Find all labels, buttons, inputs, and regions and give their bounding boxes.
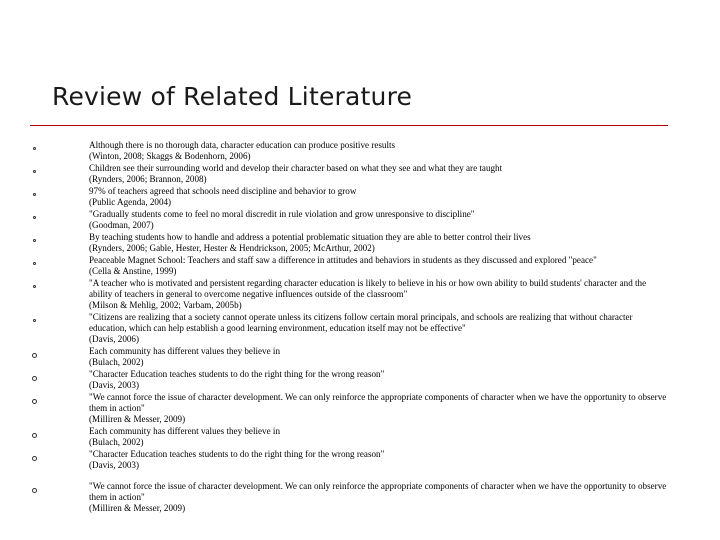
bullet-icon (32, 376, 37, 381)
bullet-icon (33, 147, 36, 150)
item-text: "Character Education teaches students to do the right thing for the wrong reason" (89, 449, 385, 459)
bullet-icon (33, 285, 36, 288)
item-citation: (Davis, 2006) (89, 334, 140, 345)
item-citation: (Davis, 2003) (89, 380, 140, 391)
item-citation: (Milliren & Messer, 2009) (89, 414, 186, 425)
item-citation: (Rynders, 2006; Brannon, 2008) (89, 174, 207, 185)
bullet-icon (33, 239, 36, 242)
bullet-icon (32, 488, 37, 493)
bullet-icon (32, 456, 37, 461)
bullet-icon (33, 170, 36, 173)
item-text: Children see their surrounding world and develop their character based on what they see and what they are taught (89, 163, 503, 173)
bullet-icon (33, 262, 36, 265)
item-text: "We cannot force the issue of character development. We can only reinforce the appropriate components of character when we have the opportunity to observe them in action" (89, 481, 667, 503)
bullet-icon (32, 353, 37, 358)
item-text: Although there is no thorough data, character education can produce positive results (89, 140, 396, 150)
item-text: Each community has different values they believe in (89, 346, 280, 356)
item-citation: (Public Agenda, 2004) (89, 197, 172, 208)
item-citation: (Milliren & Messer, 2009) (89, 503, 186, 514)
item-text: "We cannot force the issue of character development. We can only reinforce the appropriate components of character when we have the opportunity to observe them in action" (89, 392, 667, 414)
item-citation: (Milson & Mehlig, 2002; Varbam, 2005b) (89, 300, 242, 311)
item-text: "Gradually students come to feel no moral discredit in rule violation and grow unresponsive to discipline" (89, 209, 475, 219)
item-citation: (Cella & Anstine, 1999) (89, 266, 177, 277)
item-text: "A teacher who is motivated and persistent regarding character education is likely to believe in his or how own ability to build students' character and the ability of teachers in general to overcome negative influences outside of the classroom" (89, 278, 647, 300)
item-text: Each community has different values they believe in (89, 426, 280, 436)
bullet-icon (33, 216, 36, 219)
slide-title: Review of Related Literature (52, 82, 413, 111)
item-text: "Character Education teaches students to do the right thing for the wrong reason" (89, 369, 385, 379)
bullet-icon (32, 399, 37, 404)
item-text: Peaceable Magnet School: Teachers and staff saw a difference in attitudes and behaviors in students as they discussed and explored "peace" (89, 255, 597, 265)
item-text: "Citizens are realizing that a society cannot operate unless its citizens follow certain moral principals, and schools are realizing that without character education, which can help establish a good learning environment, education itself may not be effective" (89, 312, 633, 334)
item-citation: (Bulach, 2002) (89, 437, 144, 448)
item-citation: (Winton, 2008; Skaggs & Bodenhorn, 2006) (89, 151, 251, 162)
item-citation: (Rynders, 2006; Gable, Hester, Hester & Hendrickson, 2005; McArthur, 2002) (89, 243, 375, 254)
item-citation: (Davis, 2003) (89, 460, 140, 471)
title-divider (30, 125, 668, 126)
bullet-icon (33, 193, 36, 196)
item-text: By teaching students how to handle and address a potential problematic situation they are able to better control their lives (89, 232, 531, 242)
item-citation: (Bulach, 2002) (89, 357, 144, 368)
bullet-icon (32, 433, 37, 438)
item-text: 97% of teachers agreed that schools need discipline and behavior to grow (89, 186, 357, 196)
item-citation: (Goodman, 2007) (89, 220, 154, 231)
bullet-icon (33, 319, 36, 322)
